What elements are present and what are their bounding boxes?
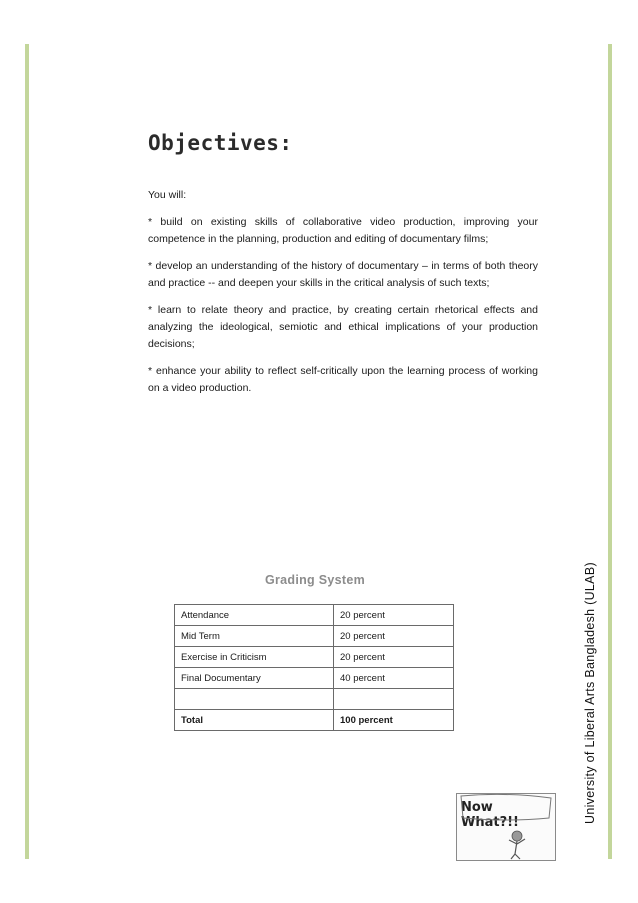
grade-weight: 20 percent [334,605,454,626]
table-row [175,626,454,647]
grade-item [175,689,334,710]
table-row [175,668,454,689]
table-row [175,647,454,668]
cartoon-figure-icon [457,794,555,860]
grading-table [174,604,454,731]
grading-title: Grading System [264,573,366,587]
objectives-text [148,187,538,407]
objective-item-1: * build on existing skills of collaborative video production, improving your competence in the planning, production and editing of documentary films; [148,216,538,245]
grade-item: Exercise in Criticism [175,647,334,668]
university-name: University of Liberal Arts Bangladesh (ULAB) [583,562,597,824]
now-what-cartoon [456,793,556,861]
table-row [175,605,454,626]
objective-item-4: * enhance your ability to reflect self-critically upon the learning process of working on a video production. [148,365,538,394]
page-title: Objectives: [148,131,293,155]
right-border-bar [608,44,612,859]
total-label: Total [175,710,334,731]
table-row [175,689,454,710]
grade-weight: 20 percent [334,626,454,647]
grade-item: Mid Term [175,626,334,647]
grade-item: Attendance [175,605,334,626]
total-row [175,710,454,731]
cartoon-caption: Now What?!! [461,800,519,830]
total-value: 100 percent [334,710,454,731]
grade-item: Final Documentary [175,668,334,689]
objective-item-3: * learn to relate theory and practice, by creating certain rhetorical effects and analyzing the ideological, semiotic and ethical implications of your production decisions; [148,304,538,350]
objective-item-2: * develop an understanding of the history of documentary – in terms of both theory and practice -- and deepen your skills in the critical analysis of such texts; [148,260,538,289]
intro-text: You will: [148,189,187,201]
grade-weight: 40 percent [334,668,454,689]
grade-weight: 20 percent [334,647,454,668]
left-border-bar [25,44,29,859]
grade-weight [334,689,454,710]
